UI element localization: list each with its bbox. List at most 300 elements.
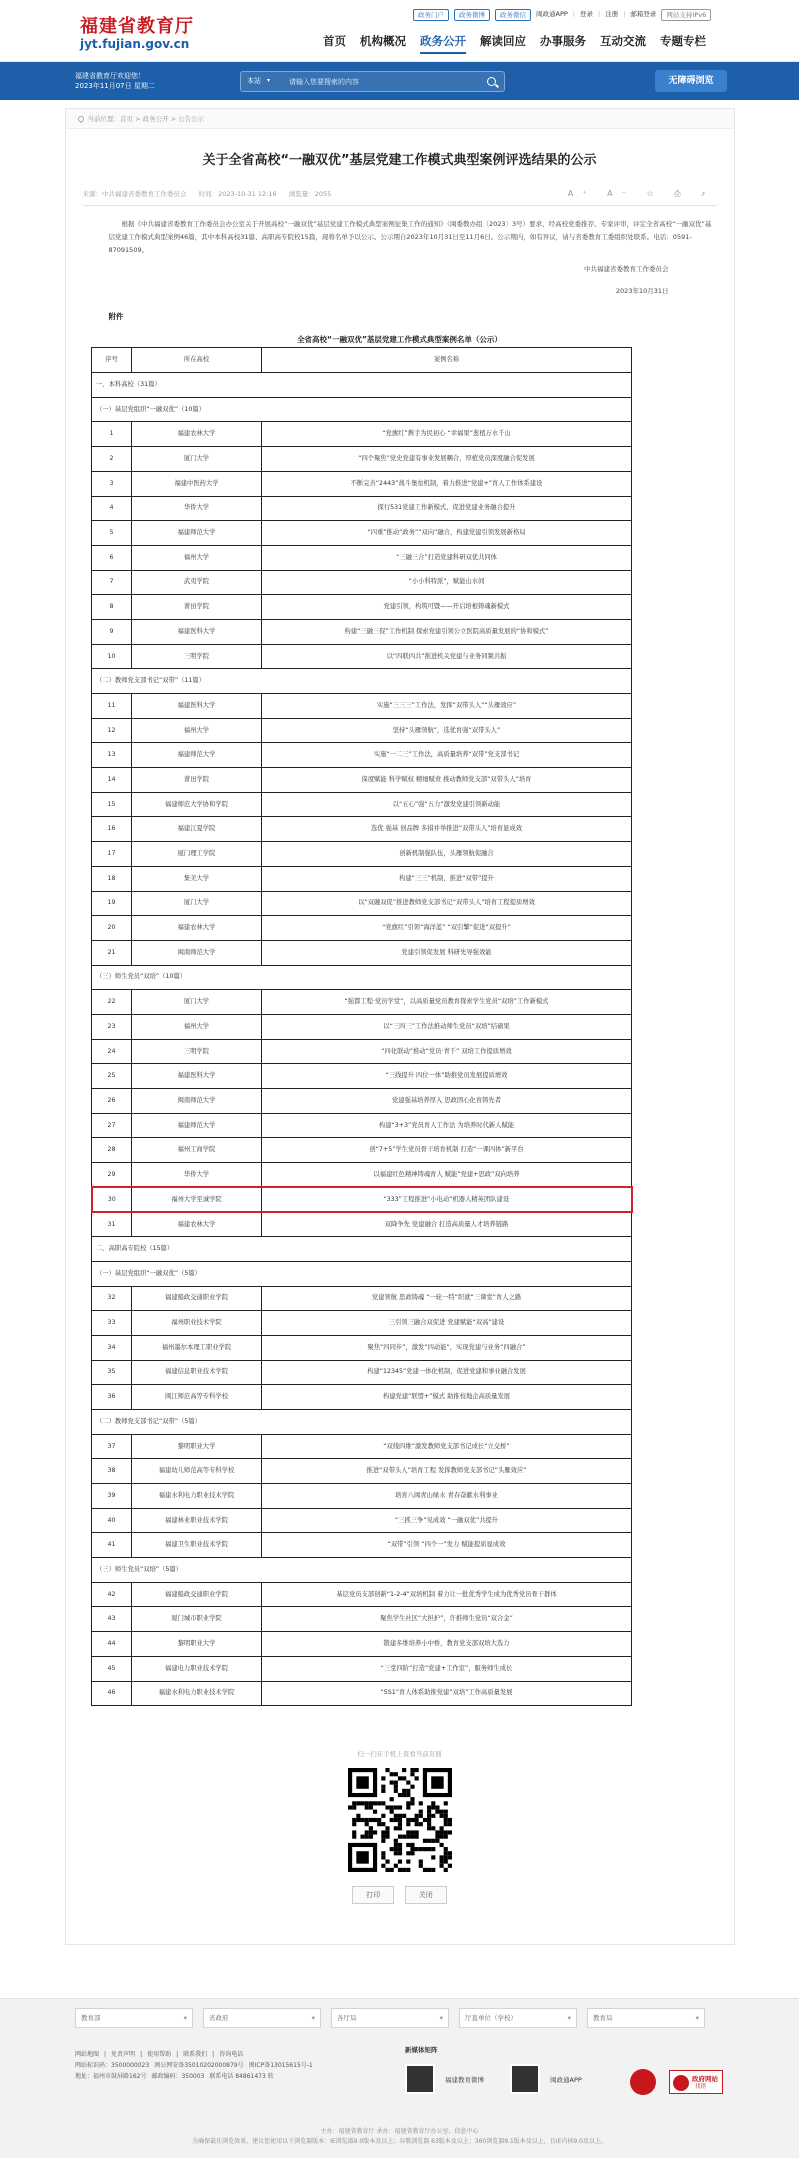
qr-section <box>66 1750 734 1904</box>
related-site-select[interactable]: 省政府 ▾ <box>203 2008 321 2028</box>
case-table-body <box>92 373 632 1706</box>
cell-no: 41 <box>92 1533 132 1558</box>
section-row <box>92 965 632 990</box>
cell-no: 40 <box>92 1508 132 1533</box>
cell-case: “四化联动”推动“党员·青千” 双培工作提质增效 <box>262 1039 632 1064</box>
search-band <box>0 62 799 100</box>
section-label: （三）师生党员“双培”（10篇） <box>92 965 632 990</box>
cell-case: 构建党建“联盟+”模式 助推校地企高质量发展 <box>262 1385 632 1410</box>
cell-no: 42 <box>92 1582 132 1607</box>
footer-link[interactable]: 地址：福州市鼓屏路162号 <box>75 2073 147 2080</box>
cell-case: 以“四联四共”推进机关党建与业务同频共振 <box>262 644 632 669</box>
cell-no: 20 <box>92 916 132 941</box>
table-row <box>92 1582 632 1607</box>
table-row <box>92 1360 632 1385</box>
footer-link[interactable]: 免责声明 <box>111 2051 136 2058</box>
breadcrumb <box>66 109 734 129</box>
table-row <box>92 570 632 595</box>
table-title: 全省高校“一融双优”基层党建工作模式典型案例名单（公示） <box>297 335 502 344</box>
top-link[interactable]: 登录 <box>580 10 593 18</box>
main-nav <box>323 30 720 54</box>
cell-no: 24 <box>92 1039 132 1064</box>
site-footer <box>0 1998 799 2158</box>
welcome-text <box>75 71 155 91</box>
cell-case: “5S1”育人体系助推党建“双培”工作高质量发展 <box>262 1681 632 1706</box>
cell-case: 聚焦学生社区“大担护”，许推师生党员“双合金” <box>262 1607 632 1632</box>
cell-school: 福建幼儿师范高等专科学校 <box>132 1459 262 1484</box>
content-panel <box>65 108 735 1945</box>
footer-info-row <box>75 2060 318 2071</box>
section-row <box>92 397 632 422</box>
cell-no: 36 <box>92 1385 132 1410</box>
cell-school: 福建师范大学 <box>132 743 262 768</box>
footer-link[interactable]: 联系我们 <box>183 2051 208 2058</box>
footer-link[interactable]: 使用帮助 <box>147 2051 172 2058</box>
cell-school: 厦门大学 <box>132 990 262 1015</box>
table-row <box>92 792 632 817</box>
cell-no: 4 <box>92 496 132 521</box>
cell-school: 福建农林大学 <box>132 916 262 941</box>
cell-case: 以“双融双促”推进教师党支部书记“双带头人”培育工程提质增效 <box>262 891 632 916</box>
top-link[interactable]: 政务门户 <box>413 9 449 21</box>
cell-school: 福建医科大学 <box>132 1064 262 1089</box>
cell-no: 33 <box>92 1311 132 1336</box>
cell-case: 党建引领促发展 科研先导强效能 <box>262 940 632 965</box>
media-title: 新媒体矩阵 <box>405 2046 438 2054</box>
cell-school: 福建师范大学 <box>132 1113 262 1138</box>
cell-no: 43 <box>92 1607 132 1632</box>
chevron-down-icon[interactable]: ▾ <box>267 77 271 84</box>
cell-no: 15 <box>92 792 132 817</box>
search-input[interactable] <box>289 75 474 89</box>
table-row <box>92 1286 632 1311</box>
section-row <box>92 1261 632 1286</box>
badge-subtext: 找错 <box>695 2084 707 2090</box>
col-no-header: 序号 <box>92 348 132 373</box>
cell-school: 三明学院 <box>132 644 262 669</box>
location-pin-icon <box>76 115 84 123</box>
section-row <box>92 1558 632 1583</box>
cell-school: 福建医科大学 <box>132 694 262 719</box>
cell-no: 28 <box>92 1138 132 1163</box>
cell-case: 推进“双带头人”培育工程 发挥教师党支部书记“头雁效应” <box>262 1459 632 1484</box>
table-header-row <box>92 348 632 373</box>
print-button[interactable]: 打印 <box>352 1886 394 1904</box>
table-row <box>92 545 632 570</box>
section-label: （三）师生党员“双培”（5篇） <box>92 1558 632 1583</box>
cell-school: 福州墨尔本理工职业学院 <box>132 1335 262 1360</box>
table-row <box>92 471 632 496</box>
table-row <box>92 990 632 1015</box>
top-link[interactable]: 政务微信 <box>495 9 531 21</box>
breadcrumb-text[interactable]: 当前位置：首页 > 政务公开 > 公告公示 <box>87 115 205 123</box>
cell-school: 福州大学 <box>132 1014 262 1039</box>
table-row <box>92 1508 632 1533</box>
cell-no: 37 <box>92 1434 132 1459</box>
article-body <box>66 206 734 323</box>
table-row <box>92 1064 632 1089</box>
cell-case: 以“五心”强“五力”激发党建引领新动能 <box>262 792 632 817</box>
cell-case: 创新机制强队伍，头雁领航促融合 <box>262 842 632 867</box>
table-row <box>92 768 632 793</box>
cell-no: 12 <box>92 718 132 743</box>
cell-case: 党建领航 思政铸魂 “一轮一特”织就“三课堂”育人之路 <box>262 1286 632 1311</box>
footer-links-row <box>75 2049 318 2060</box>
nav-item[interactable]: 机构概况 <box>360 34 406 48</box>
cell-school: 福建师范大学协和学院 <box>132 792 262 817</box>
cell-school: 华侨大学 <box>132 1163 262 1188</box>
cell-school: 福建水利电力职业技术学院 <box>132 1484 262 1509</box>
cell-no: 35 <box>92 1360 132 1385</box>
cell-case: 实施“三三三”工作法，发挥“双带头人”“头雁效应” <box>262 694 632 719</box>
sign-org: 中共福建省委教育工作委员会 <box>584 265 669 273</box>
cell-case: “三堂四阶”打造“党建+工作室”，服务师生成长 <box>262 1656 632 1681</box>
link-separator: | <box>572 10 575 18</box>
cell-school: 福建船政交通职业学院 <box>132 1286 262 1311</box>
cell-no: 14 <box>92 768 132 793</box>
cell-school: 华侨大学 <box>132 496 262 521</box>
cell-case: 构建“3+3”党员育人工作法 为培养时代新人赋能 <box>262 1113 632 1138</box>
table-row <box>92 1212 632 1237</box>
cell-case: 保度赋能 科学赋权 精细赋责 推动教师党支部“双带头人”培育 <box>262 768 632 793</box>
spacer <box>66 1904 734 1944</box>
cell-case: “党旗红”引领“海洋蓝” “双引擎”促进“双提升” <box>262 916 632 941</box>
page-actions <box>66 1886 734 1904</box>
table-row <box>92 817 632 842</box>
cell-case: “四重”推动“政务”“双向”融合，构建党建引领发展新格局 <box>262 521 632 546</box>
cell-no: 38 <box>92 1459 132 1484</box>
link-separator: | <box>623 10 626 18</box>
top-links <box>413 9 716 20</box>
table-row <box>92 1138 632 1163</box>
badge-text: 政府网站 <box>692 2075 718 2083</box>
related-sites-selects <box>75 2008 715 2028</box>
article-title: 关于全省高校“一融双优”基层党建工作模式典型案例评选结果的公示 <box>202 153 597 168</box>
link-separator: | <box>104 2051 107 2058</box>
cell-case: 党建强基培养厚入 思政固心化育铸先者 <box>262 1089 632 1114</box>
app-qr-icon <box>510 2064 540 2094</box>
cell-no: 39 <box>92 1484 132 1509</box>
sign-date: 2023年10月31日 <box>615 287 669 295</box>
cell-no: 17 <box>92 842 132 867</box>
top-link[interactable]: 邮箱登录 <box>630 10 657 18</box>
article-paragraph: 根据《中共福建省委教育工作委员会办公室关于开展高校“一融双优”基层党建工作模式典型案例征集工作的通知》（闽委教办组〔2023〕3号）要求，经高校党委推荐、专家评审，评定全省高校“一融双优”基层党建工作模式典型案例46篇，其中本科高校31篇、高职高专院校15篇，现将名单予以公示。公示期自2023年10月31日至11月6日。公示期内，如有异议，请与省委教育工委组织处联系。电话：0591-87091509。 <box>108 220 712 254</box>
top-link[interactable]: 闽政通APP <box>536 10 568 18</box>
table-row <box>92 1163 632 1188</box>
section-row <box>92 669 632 694</box>
col-case-header: 案例名称 <box>262 348 632 373</box>
cell-school: 黎明职业大学 <box>132 1434 262 1459</box>
section-label: 一、本科高校（31篇） <box>92 373 632 398</box>
cell-school: 福建江夏学院 <box>132 817 262 842</box>
cell-case: 锻建多维培养小中桥，教育党支部双培大选力 <box>262 1632 632 1657</box>
cell-school: 福州职业技术学院 <box>132 1311 262 1336</box>
table-row <box>92 644 632 669</box>
cell-no: 25 <box>92 1064 132 1089</box>
cell-case: 探行531党建工作新模式，促进党建业务融合提升 <box>262 496 632 521</box>
cell-school: 福建船政交通职业学院 <box>132 1582 262 1607</box>
cell-school: 福建信息职业技术学院 <box>132 1360 262 1385</box>
cell-school: 福建电力职业技术学院 <box>132 1656 262 1681</box>
nav-item[interactable]: 互动交流 <box>600 34 646 48</box>
table-row <box>92 1656 632 1681</box>
cell-no: 30 <box>92 1187 132 1212</box>
table-row <box>92 891 632 916</box>
party-badge-icon[interactable] <box>630 2069 656 2095</box>
cell-school: 集美大学 <box>132 866 262 891</box>
footer-link[interactable]: 联系电话 84861473 转 <box>209 2073 274 2080</box>
cell-no: 29 <box>92 1163 132 1188</box>
related-site-select[interactable]: 厅直单位（学校） ▾ <box>459 2008 577 2028</box>
host-line: 主办：福建省教育厅 承办：福建省教育厅办公室、信息中心 <box>320 2128 479 2135</box>
cell-case: 创“7+5”学生党员骨干培育机制 打造“一课四体”新平台 <box>262 1138 632 1163</box>
cell-school: 厦门大学 <box>132 891 262 916</box>
qr-code-icon <box>348 1768 452 1872</box>
cell-school: 厦门城市职业学院 <box>132 1607 262 1632</box>
section-label: （二）教师党支部书记“双带”（5篇） <box>92 1409 632 1434</box>
cell-case: 构建“三融三促”工作机制 探索党建引领公立医院高质量发展的“协和模式” <box>262 619 632 644</box>
article-tools-icon[interactable]: A⁺ A⁻ ☆ ⎙ ⤴ <box>567 189 715 198</box>
case-table <box>91 347 633 1706</box>
cell-case: “小小科特派”，赋能山水间 <box>262 570 632 595</box>
footer-link[interactable]: 网站地图 <box>75 2051 100 2058</box>
cell-no: 21 <box>92 940 132 965</box>
table-row <box>92 1385 632 1410</box>
cell-no: 10 <box>92 644 132 669</box>
cell-no: 9 <box>92 619 132 644</box>
site-logo[interactable] <box>80 17 194 52</box>
col-school-header: 所在高校 <box>132 348 262 373</box>
cell-school: 福州工商学院 <box>132 1138 262 1163</box>
cell-case: 以“三四三”工作法推动师生党员“双培”结硕果 <box>262 1014 632 1039</box>
footer-links <box>75 2049 318 2082</box>
top-link[interactable]: 网站支持IPv6 <box>661 9 711 21</box>
table-row <box>92 595 632 620</box>
section-row <box>92 373 632 398</box>
cell-no: 6 <box>92 545 132 570</box>
cell-no: 18 <box>92 866 132 891</box>
footer-link[interactable]: 闽ICP备13015615号-1 <box>248 2062 313 2069</box>
cell-case: 选优 强基 创品牌 多措并举推进“双带头人”培育显成效 <box>262 817 632 842</box>
table-row <box>92 1607 632 1632</box>
section-row <box>92 1237 632 1262</box>
cell-case: 构建“三三”机制，推进“双带”提升 <box>262 866 632 891</box>
table-row <box>92 447 632 472</box>
cell-school: 闽南师范大学 <box>132 940 262 965</box>
cell-no: 16 <box>92 817 132 842</box>
nav-item[interactable]: 首页 <box>323 34 346 48</box>
table-row <box>92 1681 632 1706</box>
site-header <box>0 0 799 62</box>
accessibility-button[interactable]: 无障碍浏览 <box>655 70 727 92</box>
table-row <box>92 940 632 965</box>
section-label: （二）教师党支部书记“双带”（11篇） <box>92 669 632 694</box>
cell-case: 基层党员支部创新“1-2-4”双培机制 着力让一批优秀学生成为优秀党员骨干群体 <box>262 1582 632 1607</box>
table-row <box>92 1039 632 1064</box>
nav-item[interactable]: 专题专栏 <box>660 34 706 48</box>
cell-case: “党旗红”携手为民初心 “幸福果”葱植万水千山 <box>262 422 632 447</box>
table-row <box>92 1632 632 1657</box>
cell-case: 聚焦“四同步”，激发“四动能”，实现党建与业务“四融合” <box>262 1335 632 1360</box>
link-separator: | <box>140 2051 143 2058</box>
cell-no: 22 <box>92 990 132 1015</box>
table-row <box>92 694 632 719</box>
section-label: （一）基层党组织“一融双优”（10篇） <box>92 397 632 422</box>
footer-link[interactable]: 闽公网安备35010202000879号 <box>154 2062 244 2069</box>
cell-school: 厦门大学 <box>132 447 262 472</box>
cell-no: 32 <box>92 1286 132 1311</box>
welcome-line: 福建省教育厅欢迎您！ <box>75 72 145 80</box>
cell-case: 坚持“头雁领航”，选优育强“双带头人” <box>262 718 632 743</box>
cell-case: “三线提升 四位一体”助推党员发展提质增效 <box>262 1064 632 1089</box>
cell-no: 8 <box>92 595 132 620</box>
footer-address-row <box>75 2071 318 2082</box>
cell-case: “双线四维”激发教师党支部书记成长“立交桥” <box>262 1434 632 1459</box>
table-row <box>92 422 632 447</box>
table-row <box>92 1187 632 1212</box>
nav-item[interactable]: 解读回应 <box>480 34 526 48</box>
cell-case: 构建“12345”党建一体化机制，促进党建和事业融合发展 <box>262 1360 632 1385</box>
media-matrix <box>405 2046 582 2084</box>
cell-school: 黎明职业大学 <box>132 1632 262 1657</box>
table-row <box>92 1434 632 1459</box>
cell-no: 13 <box>92 743 132 768</box>
section-row <box>92 1409 632 1434</box>
cell-case: 不断完善“2443”战斗堡垒机制，着力推进“党建+”育人工作体系建设 <box>262 471 632 496</box>
cell-school: 福建中医药大学 <box>132 471 262 496</box>
table-row <box>92 916 632 941</box>
table-row <box>92 1459 632 1484</box>
table-row <box>92 1014 632 1039</box>
cell-no: 2 <box>92 447 132 472</box>
cell-case: “333”工程推进“小电动”机器人精英团队建设 <box>262 1187 632 1212</box>
cell-no: 34 <box>92 1335 132 1360</box>
related-site-select[interactable]: 各厅局 ▾ <box>331 2008 449 2028</box>
table-row <box>92 743 632 768</box>
cell-no: 11 <box>92 694 132 719</box>
cell-case: 双降争先 党建融合 打造高质量人才培养链路 <box>262 1212 632 1237</box>
table-row <box>92 521 632 546</box>
related-site-select[interactable]: 教育部 ▾ <box>75 2008 193 2028</box>
cell-school: 福建林业职业技术学院 <box>132 1508 262 1533</box>
cell-school: 闽南师范大学 <box>132 1089 262 1114</box>
cell-case: “双带”引领 “四个一”发力 赋能提质显成效 <box>262 1533 632 1558</box>
nav-item[interactable]: 办事服务 <box>540 34 586 48</box>
table-row <box>92 1335 632 1360</box>
browser-tip: 为确保最佳浏览效果，建议您使用以下浏览器版本：IE浏览器9.0版本及以上；谷歌浏览器 63版本及以上；360浏览器9.1版本及以上，且IE内核9.0及以上。 <box>192 2138 607 2145</box>
qr-tip: 扫一扫在手机上查看当前页面 <box>357 1750 442 1759</box>
cell-school: 福建农林大学 <box>132 1212 262 1237</box>
article-source: 来源：中共福建省委教育工作委员会 <box>82 190 187 198</box>
cell-case: “四个聚焦”党史党建有事业发展耦合，厚植党员深度融合促发展 <box>262 447 632 472</box>
cell-no: 31 <box>92 1212 132 1237</box>
cell-case: 培育八闽青山绿水 青春奋献水利事业 <box>262 1484 632 1509</box>
media-item-weibo[interactable]: 福建教育微博 <box>445 2076 484 2084</box>
cell-case: 党建引领，构筑可暨——开启培根铸魂新模式 <box>262 595 632 620</box>
footer-link[interactable]: 咨询电话 <box>219 2051 244 2058</box>
footer-link[interactable]: 邮政编码：350003 <box>151 2073 205 2080</box>
table-row <box>92 1484 632 1509</box>
media-item-app[interactable]: 闽政通APP <box>550 2076 582 2084</box>
table-row <box>92 1089 632 1114</box>
cell-school: 武夷学院 <box>132 570 262 595</box>
logo-title: 福建省教育厅 <box>80 16 194 37</box>
nav-item[interactable]: 政务公开 <box>420 30 466 54</box>
related-site-select[interactable]: 教育局 ▾ <box>587 2008 705 2028</box>
top-link[interactable]: 注册 <box>605 10 619 18</box>
cell-school: 福州大学至诚学院 <box>132 1187 262 1212</box>
footer-link[interactable]: 网站标识码：3500000023 <box>75 2062 150 2069</box>
table-row <box>92 718 632 743</box>
date-line: 2023年11月07日 星期二 <box>75 82 155 90</box>
cell-case: “强都工程·党员学堂”，以高质量党员教育探索学生党员“双培”工作新模式 <box>262 990 632 1015</box>
table-row <box>92 1533 632 1558</box>
cell-school: 福建水利电力职业技术学院 <box>132 1681 262 1706</box>
cell-no: 1 <box>92 422 132 447</box>
cell-no: 7 <box>92 570 132 595</box>
table-row <box>92 496 632 521</box>
cell-no: 45 <box>92 1656 132 1681</box>
logo-url: jyt.fujian.gov.cn <box>80 37 190 51</box>
footer-bottom <box>0 2127 799 2147</box>
article-meta <box>83 188 717 206</box>
cell-school: 三明学院 <box>132 1039 262 1064</box>
section-label: （一）基层党组织“一融双优”（5篇） <box>92 1261 632 1286</box>
cell-no: 3 <box>92 471 132 496</box>
cell-school: 福建师范大学 <box>132 521 262 546</box>
article-time: 时间：2023-10-31 12:16 <box>198 190 277 198</box>
search-icon[interactable] <box>487 77 496 86</box>
link-separator: | <box>598 10 601 18</box>
table-row <box>92 866 632 891</box>
cell-no: 23 <box>92 1014 132 1039</box>
search-scope-select[interactable]: 本站 <box>247 77 261 85</box>
article-views: 浏览量：2055 <box>288 190 332 198</box>
cell-school: 厦门理工学院 <box>132 842 262 867</box>
cell-school: 福建农林大学 <box>132 422 262 447</box>
cell-no: 26 <box>92 1089 132 1114</box>
attachment-label: 附件 <box>108 312 124 321</box>
cell-school: 闽江师范高等专科学校 <box>132 1385 262 1410</box>
cell-school: 莆田学院 <box>132 595 262 620</box>
close-button[interactable]: 关闭 <box>405 1886 447 1904</box>
cell-no: 44 <box>92 1632 132 1657</box>
cell-school: 福州大学 <box>132 545 262 570</box>
cell-school: 莆田学院 <box>132 768 262 793</box>
link-separator: | <box>212 2051 215 2058</box>
cell-no: 46 <box>92 1681 132 1706</box>
cell-case: 以福建红色精神铸魂育人 赋能“党建+思政”双向培养 <box>262 1163 632 1188</box>
cell-no: 19 <box>92 891 132 916</box>
error-report-badge[interactable] <box>669 2070 723 2094</box>
cell-school: 福建医科大学 <box>132 619 262 644</box>
table-row <box>92 1113 632 1138</box>
cell-case: “三融三合”打造党建科研双优共同体 <box>262 545 632 570</box>
section-label: 二、高职高专院校（15篇） <box>92 1237 632 1262</box>
table-row <box>92 1311 632 1336</box>
search-box <box>240 71 505 92</box>
link-separator: | <box>176 2051 179 2058</box>
table-row <box>92 619 632 644</box>
cell-no: 27 <box>92 1113 132 1138</box>
cell-case: 实施“一二三”工作法，高质量培养“双带”党支部书记 <box>262 743 632 768</box>
weibo-qr-icon <box>405 2064 435 2094</box>
cell-school: 福建卫生职业技术学院 <box>132 1533 262 1558</box>
cell-case: 三引领三融合双促进 党建赋能“双高”建设 <box>262 1311 632 1336</box>
cell-school: 福州大学 <box>132 718 262 743</box>
top-link[interactable]: 政务微博 <box>454 9 490 21</box>
cell-no: 5 <box>92 521 132 546</box>
